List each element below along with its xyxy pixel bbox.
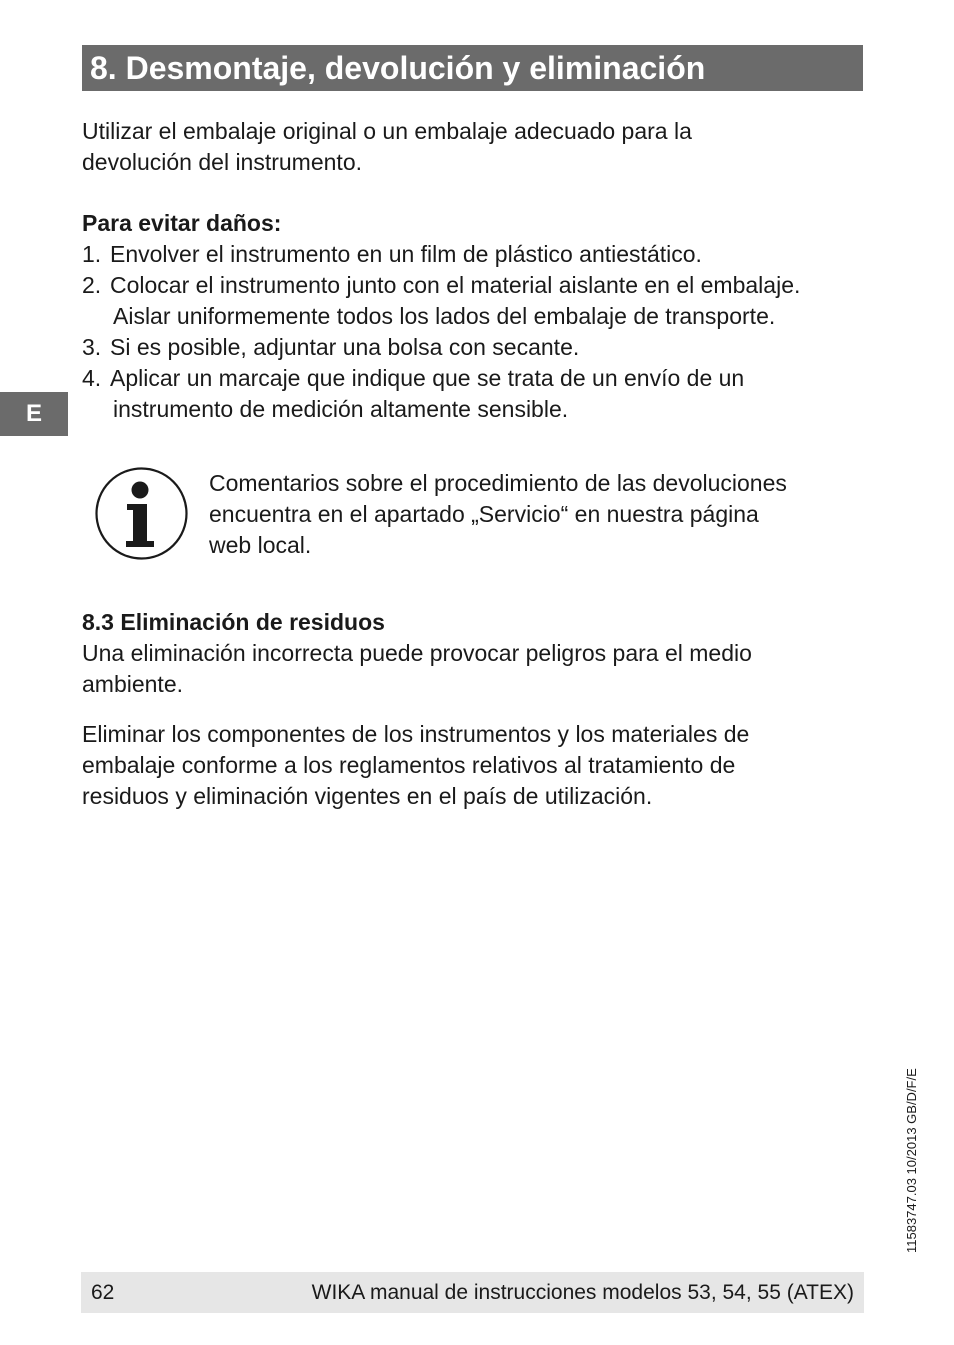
- list-item-text-cont: Aislar uniformemente todos los lados del embalaje de transporte.: [113, 303, 776, 329]
- disposal-p2-line-2: embalaje conforme a los reglamentos relativos al tratamiento de: [82, 752, 736, 778]
- list-item-text: Si es posible, adjuntar una bolsa con secante.: [110, 334, 580, 360]
- info-icon: [94, 466, 189, 561]
- list-item: [82, 270, 800, 332]
- disposal-p2-line-3: residuos y eliminación vigentes en el país de utilización.: [82, 783, 653, 809]
- disposal-heading: 8.3 Eliminación de residuos: [82, 609, 385, 635]
- page-number: 62: [91, 1281, 115, 1304]
- list-item-number: 4.: [82, 365, 102, 391]
- info-note-line: web local.: [209, 532, 312, 558]
- list-item-text: Aplicar un marcaje que indique que se trata de un envío de un: [110, 365, 745, 391]
- intro-line-2: devolución del instrumento.: [82, 149, 362, 175]
- section-title: 8. Desmontaje, devolución y eliminación: [82, 45, 863, 91]
- page-footer: [81, 1272, 864, 1313]
- disposal-p1-line-2: ambiente.: [82, 671, 184, 697]
- list-item: [82, 239, 800, 270]
- damage-steps-list: [82, 239, 800, 425]
- list-item-number: 2.: [82, 272, 102, 298]
- language-tab: E: [0, 392, 68, 436]
- disposal-p2-line-1: Eliminar los componentes de los instrumentos y los materiales de: [82, 721, 750, 747]
- list-item-number: 3.: [82, 334, 102, 360]
- list-item: [82, 363, 800, 425]
- disposal-p1-line-1: Una eliminación incorrecta puede provocar peligros para el medio: [82, 640, 752, 666]
- list-item: [82, 332, 800, 363]
- list-item-text: Envolver el instrumento en un film de plástico antiestático.: [110, 241, 702, 267]
- info-note-line: encuentra en el apartado „Servicio“ en nuestra página: [209, 501, 759, 527]
- intro-line-1: Utilizar el embalaje original o un embalaje adecuado para la: [82, 118, 692, 144]
- list-item-number: 1.: [82, 241, 102, 267]
- list-item-text-cont: instrumento de medición altamente sensible.: [113, 396, 569, 422]
- info-note: [209, 468, 787, 561]
- list-item-text: Colocar el instrumento junto con el material aislante en el embalaje.: [110, 272, 801, 298]
- info-note-line: Comentarios sobre el procedimiento de las devoluciones: [209, 470, 787, 496]
- footer-title: WIKA manual de instrucciones modelos 53, 54, 55 (ATEX): [311, 1281, 854, 1304]
- document-code: 11583747.03 10/2013 GB/D/F/E: [904, 1068, 919, 1253]
- damage-heading: Para evitar daños:: [82, 210, 282, 236]
